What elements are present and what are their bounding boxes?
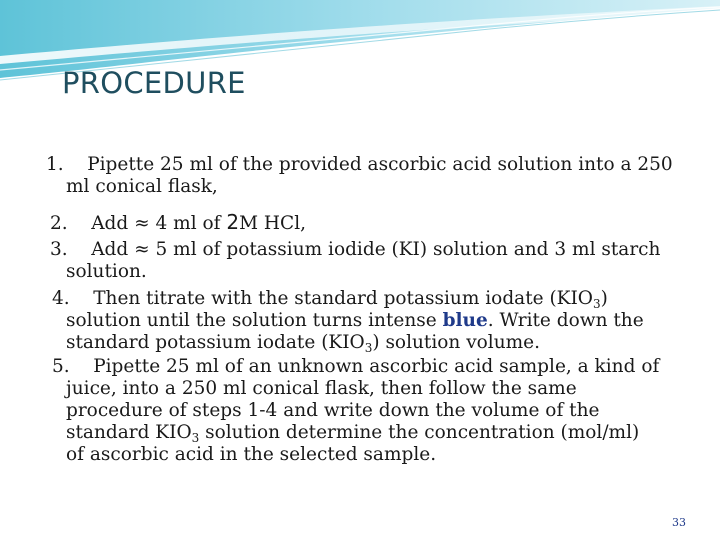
step-5-number: 5. xyxy=(52,356,70,377)
step-4-line-1-sub: 3 xyxy=(592,297,601,311)
page-number: 33 xyxy=(672,516,686,529)
step-3 xyxy=(50,239,660,261)
step-5-line-5: of ascorbic acid in the selected sample. xyxy=(66,444,437,465)
step-1-line-2: ml conical flask, xyxy=(66,176,218,197)
step-5-line-4-before: standard KIO xyxy=(66,422,192,443)
step-2-big-text: 2 xyxy=(226,210,240,234)
step-5-line-2: juice, into a 250 ml conical flask, then follow the same xyxy=(66,378,577,399)
step-3-line-1: Add ≈ 5 ml of potassium iodide (KI) solution and 3 ml starch xyxy=(91,239,661,260)
step-4-line-1-after: ) xyxy=(600,288,608,309)
step-1-line-1: Pipette 25 ml of the provided ascorbic acid solution into a 250 xyxy=(87,154,673,175)
step-4-line-1-before: Then titrate with the standard potassium iodate (KIO xyxy=(93,288,593,309)
step-4 xyxy=(52,288,608,310)
step-5-line-4-after: solution determine the concentration (mol/ml) xyxy=(199,422,640,443)
step-4-line-2-after: . Write down the xyxy=(487,310,644,331)
step-3-number: 3. xyxy=(50,239,68,260)
step-1 xyxy=(46,154,673,176)
step-2 xyxy=(50,211,306,235)
step-5 xyxy=(52,356,659,378)
step-2-text-after: M HCl, xyxy=(239,213,307,234)
step-4-line-3-before: standard potassium iodate (KIO xyxy=(66,332,365,353)
step-5-line-3: procedure of steps 1-4 and write down the volume of the xyxy=(66,400,600,421)
step-5-line-4-sub: 3 xyxy=(191,431,200,445)
step-4-highlight-blue: blue xyxy=(442,310,488,331)
step-2-number: 2. xyxy=(50,213,68,234)
step-4-line-2-before: solution until the solution turns intense xyxy=(66,310,443,331)
step-4-number: 4. xyxy=(52,288,70,309)
step-5-line-1: Pipette 25 ml of an unknown ascorbic acid sample, a kind of xyxy=(93,356,660,377)
step-1-number: 1. xyxy=(46,154,64,175)
step-3-line-2: solution. xyxy=(66,261,147,282)
page-title: PROCEDURE xyxy=(62,66,246,100)
step-4-line-3-sub: 3 xyxy=(364,341,373,355)
step-2-text-before: Add ≈ 4 ml of xyxy=(91,213,227,234)
step-4-line-3-after: ) solution volume. xyxy=(372,332,540,353)
